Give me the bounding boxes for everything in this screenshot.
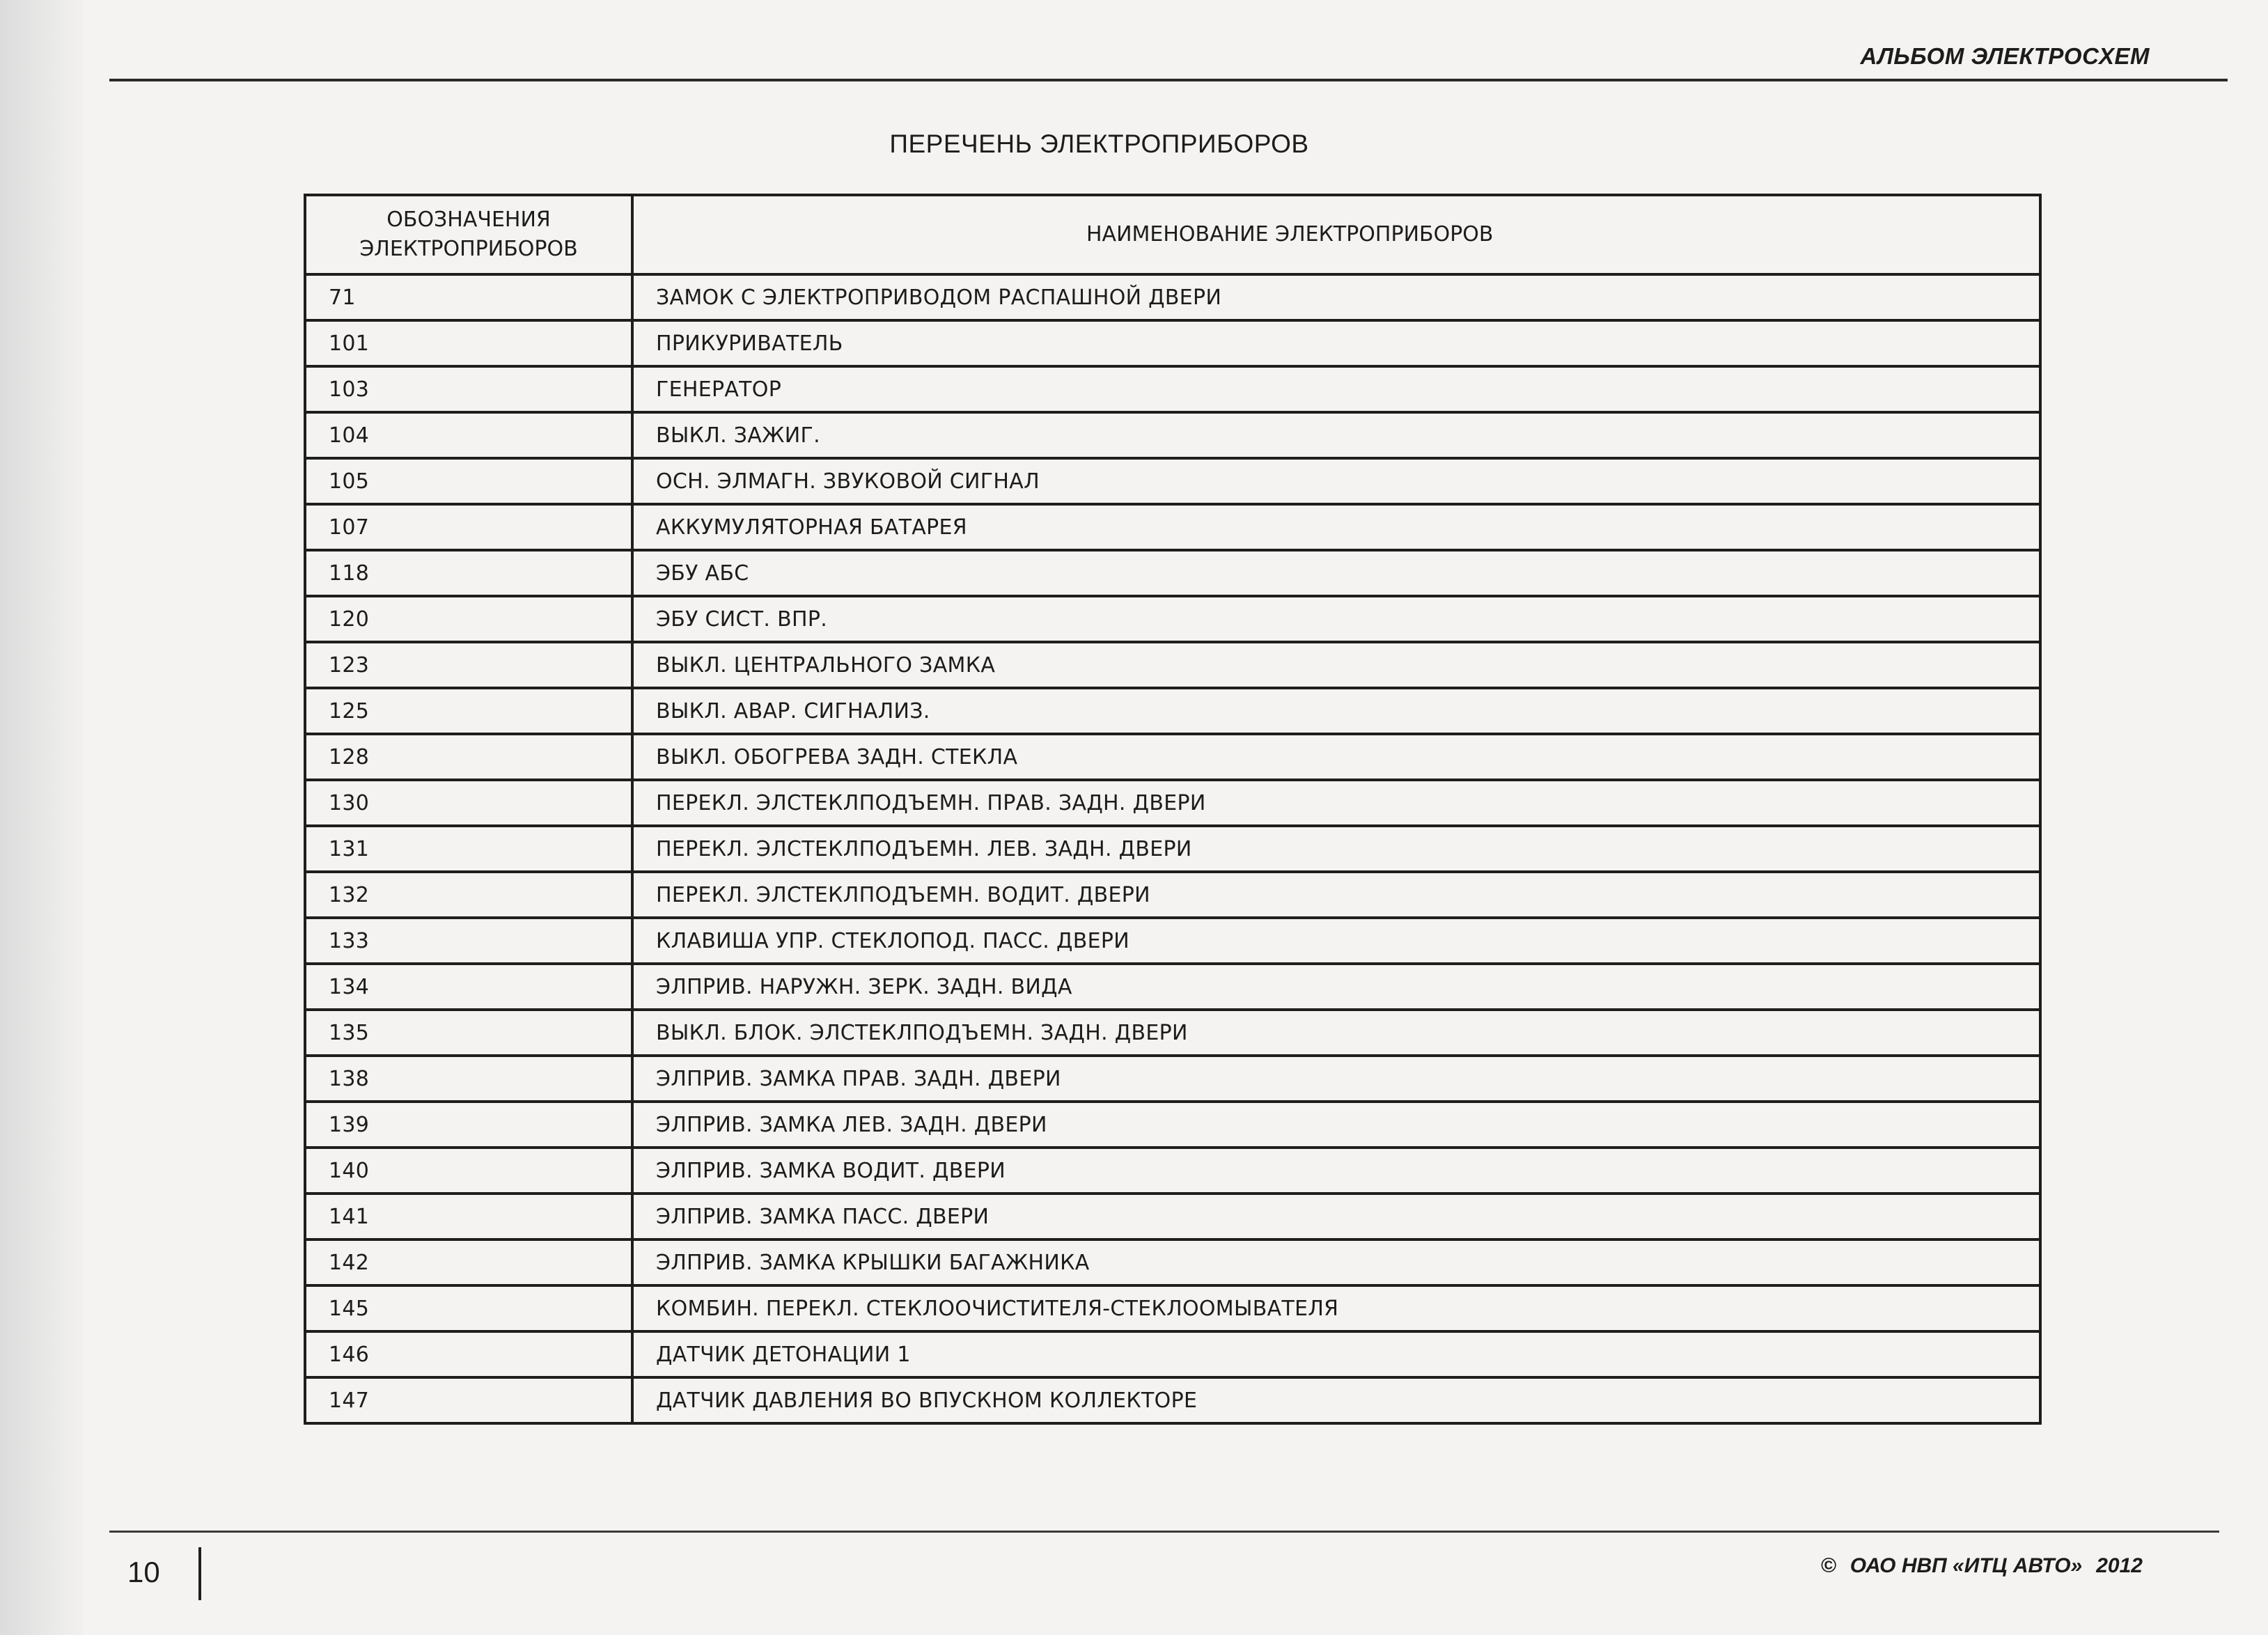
table-row	[305, 780, 2040, 826]
copyright-line	[1807, 1554, 2143, 1578]
device-name-cell: ПЕРЕКЛ. ЭЛСТЕКЛПОДЪЕМН. ПРАВ. ЗАДН. ДВЕРИ	[632, 780, 2040, 826]
device-name-cell: ОСН. ЭЛМАГН. ЗВУКОВОЙ СИГНАЛ	[632, 458, 2040, 504]
table-row	[305, 734, 2040, 780]
device-list-table	[304, 194, 2042, 1425]
device-name-cell: ЭЛПРИВ. ЗАМКА КРЫШКИ БАГАЖНИКА	[632, 1239, 2040, 1285]
footer-divider	[109, 1531, 2219, 1533]
table-row	[305, 1102, 2040, 1148]
device-name-cell: КОМБИН. ПЕРЕКЛ. СТЕКЛООЧИСТИТЕЛЯ-СТЕКЛООМЫВАТЕЛЯ	[632, 1285, 2040, 1331]
table-row	[305, 826, 2040, 872]
device-name-cell: ВЫКЛ. АВАР. СИГНАЛИЗ.	[632, 688, 2040, 734]
device-name-cell: ЭЛПРИВ. ЗАМКА ПАСС. ДВЕРИ	[632, 1194, 2040, 1239]
device-name-cell: ЭБУ АБС	[632, 550, 2040, 596]
device-name-cell: ЭЛПРИВ. НАРУЖН. ЗЕРК. ЗАДН. ВИДА	[632, 964, 2040, 1010]
device-code-cell: 101	[305, 320, 632, 366]
publisher-name: ОАО НВП «ИТЦ АВТО»	[1849, 1554, 2083, 1577]
device-code-cell: 103	[305, 366, 632, 412]
device-code-cell: 145	[305, 1285, 632, 1331]
device-code-cell: 120	[305, 596, 632, 642]
device-name-cell: ЭЛПРИВ. ЗАМКА ПРАВ. ЗАДН. ДВЕРИ	[632, 1056, 2040, 1102]
table-row	[305, 1194, 2040, 1239]
table-row	[305, 458, 2040, 504]
device-code-cell: 71	[305, 274, 632, 320]
page-spine-shadow	[0, 0, 84, 1635]
column-header-name: НАИМЕНОВАНИЕ ЭЛЕКТРОПРИБОРОВ	[632, 195, 2040, 274]
device-code-cell: 128	[305, 734, 632, 780]
table-row	[305, 320, 2040, 366]
table-body	[305, 274, 2040, 1423]
device-code-cell: 138	[305, 1056, 632, 1102]
device-name-cell: ПЕРЕКЛ. ЭЛСТЕКЛПОДЪЕМН. ВОДИТ. ДВЕРИ	[632, 872, 2040, 918]
table-row	[305, 1056, 2040, 1102]
device-code-cell: 132	[305, 872, 632, 918]
device-name-cell: ПЕРЕКЛ. ЭЛСТЕКЛПОДЪЕМН. ЛЕВ. ЗАДН. ДВЕРИ	[632, 826, 2040, 872]
device-name-cell: ЭЛПРИВ. ЗАМКА ВОДИТ. ДВЕРИ	[632, 1148, 2040, 1194]
device-code-cell: 139	[305, 1102, 632, 1148]
table-row	[305, 274, 2040, 320]
table-row	[305, 412, 2040, 458]
device-code-cell: 140	[305, 1148, 632, 1194]
device-code-cell: 107	[305, 504, 632, 550]
device-name-cell: ЭЛПРИВ. ЗАМКА ЛЕВ. ЗАДН. ДВЕРИ	[632, 1102, 2040, 1148]
page-number: 10	[127, 1556, 160, 1588]
album-title: АЛЬБОМ ЭЛЕКТРОСХЕМ	[1860, 43, 2150, 69]
table-row	[305, 1285, 2040, 1331]
device-name-cell: ВЫКЛ. ОБОГРЕВА ЗАДН. СТЕКЛА	[632, 734, 2040, 780]
table-row	[305, 504, 2040, 550]
device-name-cell: ЭБУ СИСТ. ВПР.	[632, 596, 2040, 642]
device-name-cell: ЗАМОК С ЭЛЕКТРОПРИВОДОМ РАСПАШНОЙ ДВЕРИ	[632, 274, 2040, 320]
device-name-cell: КЛАВИША УПР. СТЕКЛОПОД. ПАСС. ДВЕРИ	[632, 918, 2040, 964]
device-name-cell: ПРИКУРИВАТЕЛЬ	[632, 320, 2040, 366]
device-code-cell: 135	[305, 1010, 632, 1056]
device-code-cell: 147	[305, 1377, 632, 1423]
device-code-cell: 105	[305, 458, 632, 504]
page-number-separator	[198, 1547, 201, 1600]
table-row	[305, 366, 2040, 412]
device-code-cell: 133	[305, 918, 632, 964]
page-title: ПЕРЕЧЕНЬ ЭЛЕКТРОПРИБОРОВ	[889, 130, 1309, 158]
device-code-cell: 146	[305, 1331, 632, 1377]
device-code-cell: 131	[305, 826, 632, 872]
device-name-cell: ВЫКЛ. ЗАЖИГ.	[632, 412, 2040, 458]
table-row	[305, 872, 2040, 918]
device-code-cell: 118	[305, 550, 632, 596]
table-row	[305, 1331, 2040, 1377]
device-name-cell: ГЕНЕРАТОР	[632, 366, 2040, 412]
table-row	[305, 918, 2040, 964]
table-row	[305, 642, 2040, 688]
device-name-cell: ДАТЧИК ДАВЛЕНИЯ ВО ВПУСКНОМ КОЛЛЕКТОРЕ	[632, 1377, 2040, 1423]
column-header-code: ОБОЗНАЧЕНИЯ ЭЛЕКТРОПРИБОРОВ	[305, 195, 632, 274]
device-code-cell: 130	[305, 780, 632, 826]
table-row	[305, 596, 2040, 642]
table-row	[305, 1377, 2040, 1423]
table-row	[305, 964, 2040, 1010]
table-header-row	[305, 195, 2040, 274]
device-code-cell: 134	[305, 964, 632, 1010]
device-code-cell: 141	[305, 1194, 632, 1239]
table-row	[305, 688, 2040, 734]
publication-year: 2012	[2096, 1554, 2143, 1577]
header-divider	[109, 79, 2228, 81]
device-name-cell: ДАТЧИК ДЕТОНАЦИИ 1	[632, 1331, 2040, 1377]
device-code-cell: 142	[305, 1239, 632, 1285]
copyright-icon: ©	[1820, 1554, 1836, 1577]
device-code-cell: 125	[305, 688, 632, 734]
table-row	[305, 550, 2040, 596]
table-row	[305, 1148, 2040, 1194]
device-code-cell: 123	[305, 642, 632, 688]
table-row	[305, 1239, 2040, 1285]
device-name-cell: АККУМУЛЯТОРНАЯ БАТАРЕЯ	[632, 504, 2040, 550]
table-row	[305, 1010, 2040, 1056]
device-name-cell: ВЫКЛ. БЛОК. ЭЛСТЕКЛПОДЪЕМН. ЗАДН. ДВЕРИ	[632, 1010, 2040, 1056]
device-code-cell: 104	[305, 412, 632, 458]
device-name-cell: ВЫКЛ. ЦЕНТРАЛЬНОГО ЗАМКА	[632, 642, 2040, 688]
